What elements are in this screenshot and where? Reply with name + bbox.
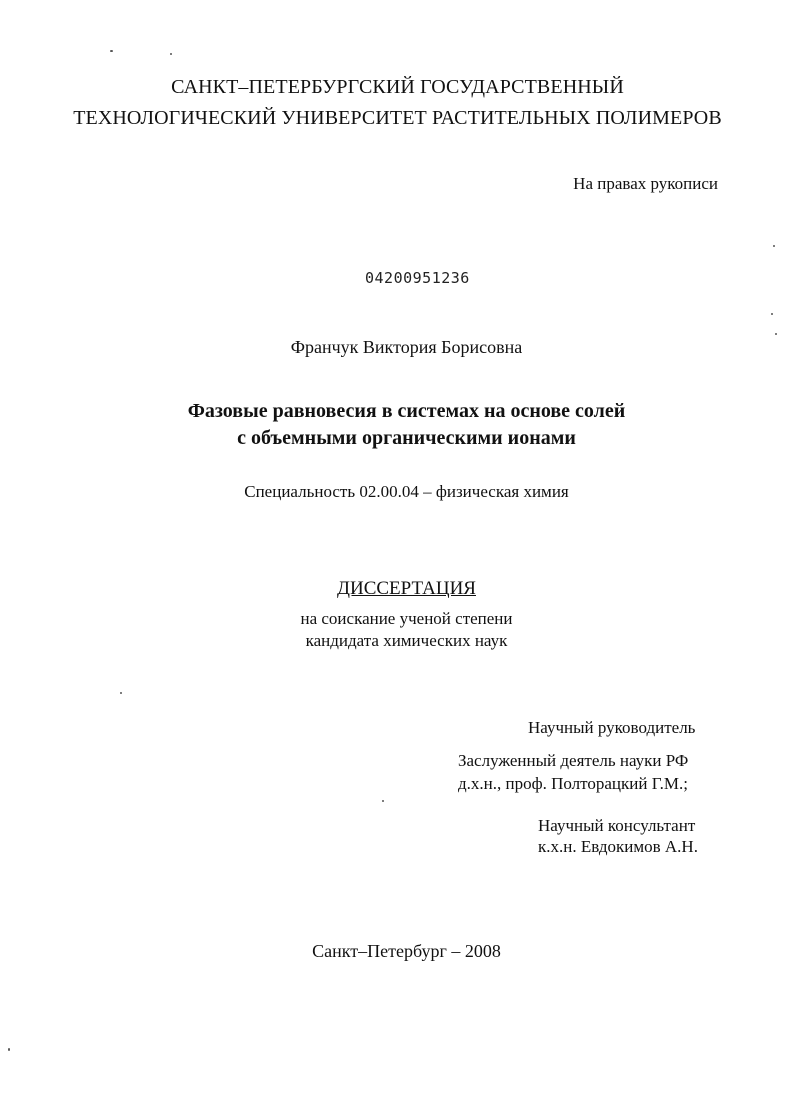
consultant-label: Научный консультант: [538, 816, 696, 835]
degree-line2: кандидата химических наук: [305, 631, 508, 650]
dissertation-title-line2: с объемными органическими ионами: [237, 427, 576, 449]
scan-speck: [775, 333, 777, 335]
scan-speck: [8, 1048, 10, 1051]
supervisor-title: Заслуженный деятель науки РФ: [458, 751, 689, 770]
scan-speck: [170, 53, 172, 55]
catalog-number: 04200951236: [365, 269, 470, 287]
supervisor-label: Научный руководитель: [528, 718, 696, 737]
document-type: ДИССЕРТАЦИЯ: [337, 578, 476, 599]
specialty: Специальность 02.00.04 – физическая химия: [244, 482, 569, 501]
supervisor-name: д.х.н., проф. Полторацкий Г.М.;: [458, 774, 688, 793]
scan-speck: [110, 50, 113, 52]
consultant-name: к.х.н. Евдокимов А.Н.: [538, 837, 698, 856]
degree-line1: на соискание ученой степени: [300, 609, 513, 628]
scan-speck: [771, 313, 773, 315]
dissertation-title-line1: Фазовые равновесия в системах на основе солей: [187, 400, 626, 422]
manuscript-note: На правах рукописи: [573, 174, 718, 193]
university-name-line2: ТЕХНОЛОГИЧЕСКИЙ УНИВЕРСИТЕТ РАСТИТЕЛЬНЫХ ПОЛИМЕРОВ: [73, 107, 722, 129]
scan-speck: [773, 245, 775, 247]
university-name-line1: САНКТ–ПЕТЕРБУРГСКИЙ ГОСУДАРСТВЕННЫЙ: [171, 76, 624, 98]
scan-speck: [382, 800, 384, 802]
scan-speck: [120, 692, 122, 694]
city-year: Санкт–Петербург – 2008: [312, 941, 501, 961]
author-name: Франчук Виктория Борисовна: [290, 337, 523, 357]
